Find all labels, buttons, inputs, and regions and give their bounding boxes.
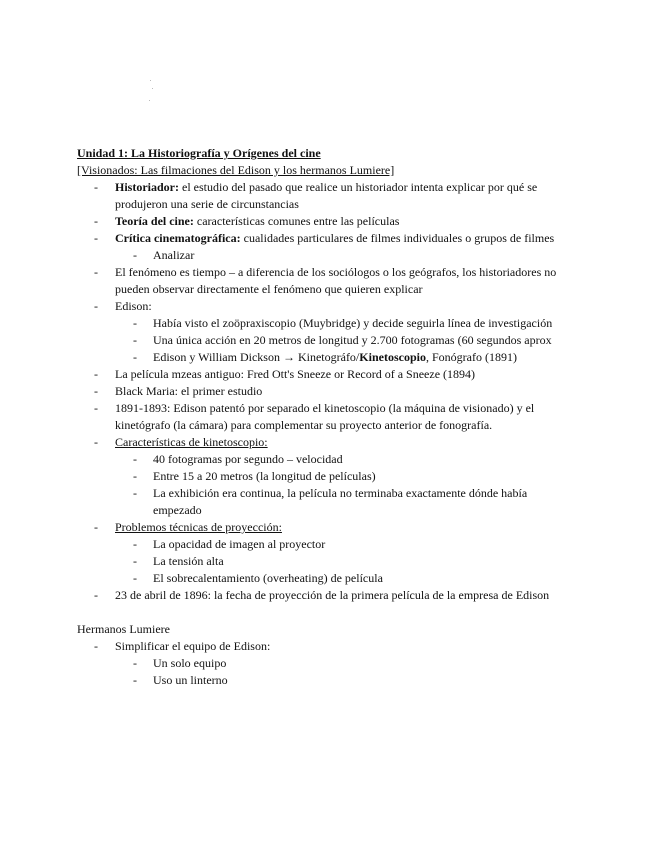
bullet-dash: - xyxy=(94,214,98,228)
item-heading: Problemos técnicas de proyección: xyxy=(115,520,282,534)
item-text: Simplificar el equipo de Edison: xyxy=(115,639,271,653)
sub-list xyxy=(115,315,577,366)
sub-item xyxy=(115,570,577,587)
bullet-dash: - xyxy=(133,333,137,347)
definition-historiador: el estudio del pasado que realice un historiador intenta explicar por qué se produjeron una serie de circunstancias xyxy=(115,180,538,211)
list-item-pelicula xyxy=(77,366,577,383)
sub-item-text: La opacidad de imagen al proyector xyxy=(153,537,326,551)
sub-item xyxy=(115,451,577,468)
bullet-dash: - xyxy=(133,452,137,466)
sub-list xyxy=(115,536,577,587)
bullet-dash: - xyxy=(94,367,98,381)
bullet-dash: - xyxy=(133,248,137,262)
sub-item-text: La tensión alta xyxy=(153,554,224,568)
bullet-dash: - xyxy=(94,265,98,279)
sub-item-text: 40 fotogramas por segundo – velocidad xyxy=(153,452,343,466)
bullet-dash: - xyxy=(133,537,137,551)
lumiere-heading: Hermanos Lumiere xyxy=(77,622,170,636)
list-item-fenomeno xyxy=(77,264,577,298)
list-item-fecha xyxy=(77,587,577,604)
definition-teoria: características comunes entre las películas xyxy=(193,214,400,228)
item-text: El fenómeno es tiempo – a diferencia de los sociólogos o los geógrafos, los historiadores no pueden observar directamente el fenómeno que quieren explicar xyxy=(115,265,557,296)
sub-item-text: La exhibición era continua, la película no terminaba exactamente dónde había empezado xyxy=(153,486,528,517)
sub-list xyxy=(115,655,577,689)
list-item-black-maria xyxy=(77,383,577,400)
spacer xyxy=(77,604,577,621)
item-heading: Características de kinetoscopio: xyxy=(115,435,268,449)
list-item-critica xyxy=(77,230,577,264)
sub-item-analizar xyxy=(115,247,577,264)
bullet-dash: - xyxy=(133,656,137,670)
item-text: Edison: xyxy=(115,299,152,313)
list-item-edison xyxy=(77,298,577,366)
term-historiador: Historiador: xyxy=(115,180,179,194)
bullet-dash: - xyxy=(133,316,137,330)
document-content xyxy=(77,145,577,689)
sub-item xyxy=(115,349,577,366)
bullet-dash: - xyxy=(133,469,137,483)
sub-item xyxy=(115,468,577,485)
sub-item xyxy=(115,672,577,689)
bullet-dash: - xyxy=(94,401,98,415)
item-text: 23 de abril de 1896: la fecha de proyección de la primera película de la empresa de Edison xyxy=(115,588,550,602)
item-text: 1891-1893: Edison patentó por separado el kinetoscopio (la máquina de visionado) y el kinetógrafo (la cámara) para complementar su proyecto anterior de fonografía. xyxy=(115,401,535,432)
scan-specks xyxy=(148,78,156,108)
list-item-simplificar xyxy=(77,638,577,689)
sub-item xyxy=(115,536,577,553)
sub-item-text: Uso un linterno xyxy=(153,673,228,687)
sub-item-text: Un solo equipo xyxy=(153,656,227,670)
sub-item xyxy=(115,553,577,570)
bullet-dash: - xyxy=(133,554,137,568)
list-item-teoria xyxy=(77,213,577,230)
sub-item xyxy=(115,485,577,519)
bullet-dash: - xyxy=(94,639,98,653)
sub-item-text: Analizar xyxy=(153,248,195,262)
term-kinetoscopio: Kinetoscopio xyxy=(359,350,426,364)
bullet-dash: - xyxy=(94,299,98,313)
sub-item-text: Edison y William Dickson → Kinetográfo/ xyxy=(153,350,360,364)
sub-list xyxy=(115,247,577,264)
bullet-dash: - xyxy=(94,180,98,194)
list-item-problemas xyxy=(77,519,577,587)
bullet-dash: - xyxy=(133,486,137,500)
bullet-dash: - xyxy=(94,435,98,449)
item-text: La película mzeas antiguo: Fred Ott's Sneeze or Record of a Sneeze (1894) xyxy=(115,367,476,381)
bullet-dash: - xyxy=(94,520,98,534)
sub-item xyxy=(115,655,577,672)
sub-item-text: Había visto el zoöpraxiscopio (Muybridge) y decide seguirla línea de investigación xyxy=(153,316,553,330)
bullet-dash: - xyxy=(94,588,98,602)
bullet-dash: - xyxy=(133,350,137,364)
term-critica: Crítica cinematográfica: xyxy=(115,231,241,245)
term-teoria: Teoría del cine: xyxy=(115,214,194,228)
lumiere-list xyxy=(77,638,577,689)
sub-item-text: Entre 15 a 20 metros (la longitud de películas) xyxy=(153,469,376,483)
bullet-dash: - xyxy=(133,673,137,687)
sub-item-text: , Fonógrafo (1891) xyxy=(425,350,517,364)
sub-item xyxy=(115,315,577,332)
sub-item-text: El sobrecalentamiento (overheating) de película xyxy=(153,571,383,585)
main-list xyxy=(77,179,577,604)
item-text: Black Maria: el primer estudio xyxy=(115,384,263,398)
list-item-caracteristicas xyxy=(77,434,577,519)
sub-item-text: Una única acción en 20 metros de longitud y 2.700 fotogramas (60 segundos aprox xyxy=(153,333,552,347)
unit-title: Unidad 1: La Historiografía y Orígenes del cine xyxy=(77,146,321,160)
bullet-dash: - xyxy=(94,384,98,398)
viewings-subtitle: [Visionados: Las filmaciones del Edison y los hermanos Lumiere] xyxy=(77,163,395,177)
definition-critica: cualidades particulares de filmes individuales o grupos de filmes xyxy=(240,231,555,245)
sub-list xyxy=(115,451,577,519)
list-item-historiador xyxy=(77,179,577,213)
list-item-patento xyxy=(77,400,577,434)
sub-item xyxy=(115,332,577,349)
bullet-dash: - xyxy=(94,231,98,245)
bullet-dash: - xyxy=(133,571,137,585)
